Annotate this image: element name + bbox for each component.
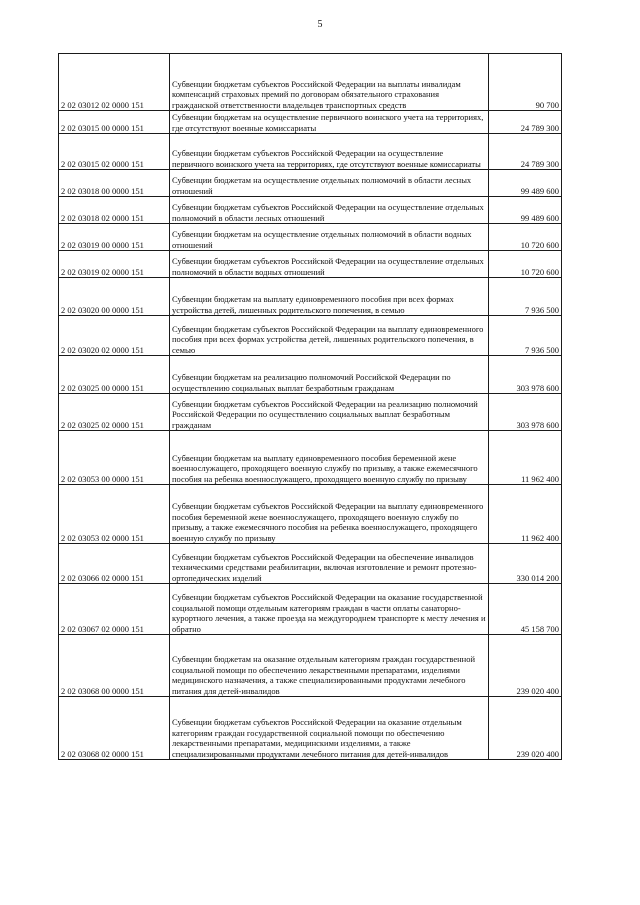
code-cell: 2 02 03019 00 0000 151	[59, 224, 170, 251]
code-cell: 2 02 03066 02 0000 151	[59, 544, 170, 584]
table-row	[59, 111, 562, 134]
amount-cell: 99 489 600	[489, 170, 562, 197]
table-row	[59, 485, 562, 544]
description-cell: Субвенции бюджетам на выплату единовременного пособия беременной жене военнослужащего, проходящего военную службу по призыву, а также ежемесячного пособия на ребенка военнослужащего, проходящего военную службу по призыву	[170, 431, 489, 485]
description-cell: Субвенции бюджетам субъектов Российской Федерации на реализацию полномочий Российской Федерации по осуществлению социальных выплат безработным гражданам	[170, 394, 489, 431]
amount-cell: 11 962 400	[489, 431, 562, 485]
code-cell: 2 02 03015 02 0000 151	[59, 134, 170, 170]
description-cell: Субвенции бюджетам субъектов Российской Федерации на оказание отдельным категориям граждан государственной социальной помощи по обеспечению лекарственными препаратами, медицинскими изделиями, а также специализированными продуктами лечебного питания для детей-инвалидов	[170, 697, 489, 760]
code-cell: 2 02 03067 02 0000 151	[59, 584, 170, 635]
description-cell: Субвенции бюджетам на реализацию полномочий Российской Федерации по осуществлению социальных выплат безработным гражданам	[170, 356, 489, 394]
table-row	[59, 54, 562, 111]
table-row	[59, 197, 562, 224]
description-cell: Субвенции бюджетам субъектов Российской Федерации на обеспечение инвалидов техническими средствами реабилитации, включая изготовление и ремонт протезно-ортопедических изделий	[170, 544, 489, 584]
amount-cell: 239 020 400	[489, 635, 562, 697]
amount-cell: 10 720 600	[489, 224, 562, 251]
amount-cell: 24 789 300	[489, 111, 562, 134]
description-cell: Субвенции бюджетам субъектов Российской Федерации на выплату единовременного пособия при всех формах устройства детей, лишенных родительского попечения, в семью	[170, 316, 489, 356]
table-row	[59, 251, 562, 278]
table-row	[59, 431, 562, 485]
code-cell: 2 02 03020 02 0000 151	[59, 316, 170, 356]
description-cell: Субвенции бюджетам на осуществление отдельных полномочий в области лесных отношений	[170, 170, 489, 197]
description-cell: Субвенции бюджетам на оказание отдельным категориям граждан государственной социальной помощи по обеспечению лекарственными препаратами, изделиями медицинского назначения, а также специализированными продуктами лечебного питания для детей-инвалидов	[170, 635, 489, 697]
code-cell: 2 02 03018 00 0000 151	[59, 170, 170, 197]
description-cell: Субвенции бюджетам субъектов Российской Федерации на выплату единовременного пособия беременной жене военнослужащего, проходящего военную службу по призыву, а также ежемесячного пособия на ребенка военнослужащего, проходящего военную службу по призыву	[170, 485, 489, 544]
description-cell: Субвенции бюджетам субъектов Российской Федерации на осуществление первичного воинского учета на территориях, где отсутствуют военные комиссариаты	[170, 134, 489, 170]
description-cell: Субвенции бюджетам на осуществление первичного воинского учета на территориях, где отсутствуют военные комиссариаты	[170, 111, 489, 134]
amount-cell: 10 720 600	[489, 251, 562, 278]
code-cell: 2 02 03068 00 0000 151	[59, 635, 170, 697]
code-cell: 2 02 03019 02 0000 151	[59, 251, 170, 278]
code-cell: 2 02 03053 02 0000 151	[59, 485, 170, 544]
description-cell: Субвенции бюджетам на осуществление отдельных полномочий в области водных отношений	[170, 224, 489, 251]
code-cell: 2 02 03068 02 0000 151	[59, 697, 170, 760]
description-cell: Субвенции бюджетам субъектов Российской Федерации на осуществление отдельных полномочий в области водных отношений	[170, 251, 489, 278]
table-row	[59, 544, 562, 584]
table-row	[59, 224, 562, 251]
table-row	[59, 697, 562, 760]
description-cell: Субвенции бюджетам субъектов Российской Федерации на выплаты инвалидам компенсаций страховых премий по договорам обязательного страхования гражданской ответственности владельцев транспортных средств	[170, 54, 489, 111]
description-cell: Субвенции бюджетам субъектов Российской Федерации на оказание государственной социальной помощи отдельным категориям граждан в части оплаты санаторно-курортного лечения, а также проезда на междугороднем транспорте к месту лечения и обратно	[170, 584, 489, 635]
page-number: 5	[317, 19, 323, 30]
amount-cell: 239 020 400	[489, 697, 562, 760]
table-row	[59, 584, 562, 635]
table-row	[59, 394, 562, 431]
amount-cell: 303 978 600	[489, 356, 562, 394]
amount-cell: 7 936 500	[489, 316, 562, 356]
amount-cell: 330 014 200	[489, 544, 562, 584]
table-row	[59, 170, 562, 197]
table-row	[59, 356, 562, 394]
code-cell: 2 02 03015 00 0000 151	[59, 111, 170, 134]
budget-table	[58, 53, 562, 760]
amount-cell: 7 936 500	[489, 278, 562, 316]
description-cell: Субвенции бюджетам на выплату единовременного пособия при всех формах устройства детей, лишенных родительского попечения, в семью	[170, 278, 489, 316]
table-row	[59, 278, 562, 316]
amount-cell: 99 489 600	[489, 197, 562, 224]
budget-table-body	[59, 54, 562, 760]
code-cell: 2 02 03012 02 0000 151	[59, 54, 170, 111]
table-row	[59, 635, 562, 697]
code-cell: 2 02 03053 00 0000 151	[59, 431, 170, 485]
code-cell: 2 02 03018 02 0000 151	[59, 197, 170, 224]
description-cell: Субвенции бюджетам субъектов Российской Федерации на осуществление отдельных полномочий в области лесных отношений	[170, 197, 489, 224]
table-row	[59, 316, 562, 356]
code-cell: 2 02 03025 02 0000 151	[59, 394, 170, 431]
amount-cell: 90 700	[489, 54, 562, 111]
amount-cell: 303 978 600	[489, 394, 562, 431]
code-cell: 2 02 03025 00 0000 151	[59, 356, 170, 394]
amount-cell: 11 962 400	[489, 485, 562, 544]
amount-cell: 24 789 300	[489, 134, 562, 170]
table-row	[59, 134, 562, 170]
amount-cell: 45 158 700	[489, 584, 562, 635]
code-cell: 2 02 03020 00 0000 151	[59, 278, 170, 316]
